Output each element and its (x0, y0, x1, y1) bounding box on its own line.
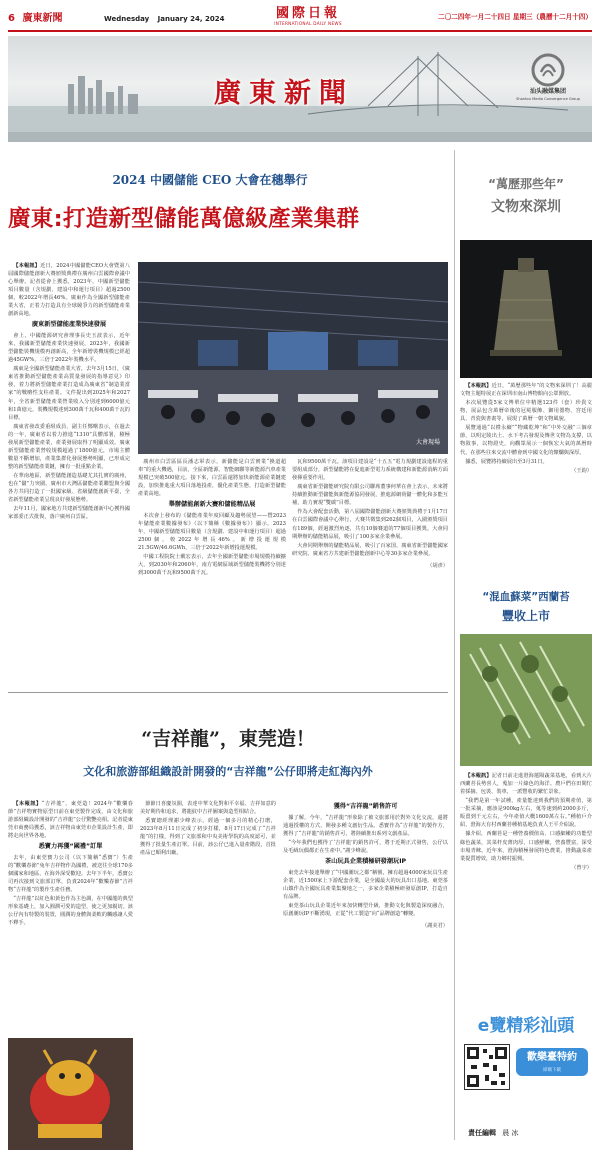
section-banner (8, 36, 592, 142)
partner-logo (516, 52, 580, 101)
feature1-paragraph: 展覽通過“以禮永續”“物藏乾坤”和“中外交融”三個章節，以明定陵出土、水下考古發現及傳世文物為支撐，以物敘事，以物證史，向觀眾展示一個恢宏大氣的萬曆時代，在那些往來交流中體會到中國文化的燦爛與深厚。 (460, 425, 592, 456)
second-paragraph: 東莞茶山玩具企業近年來加快轉型升級，推動文化與製造深度融合，原創潮玩IP不斷湧現，正從“代工製造”向“品牌創造”轉變。 (283, 902, 448, 917)
feature2-title-line1: “混血蘇菜”西蘭苔 (482, 591, 570, 603)
page-section (8, 12, 62, 27)
lead-kicker: 2024 中國儲能 CEO 大會在穗舉行 (112, 173, 308, 187)
vegetable-harvest-image (460, 634, 592, 766)
second-column-3 (283, 800, 448, 1150)
second-headline: “吉祥龍”，東莞造！ (141, 728, 315, 750)
lead-paragraph: 廣東是全國新型儲能產業大省，去年3月15日，《廣東省推動新型儲能產業高質量發展的指導意見》印發，着力將新型儲能產業打造成為廣東省“制造業當家”的戰略性支柱產業。文件提出到2025年和2027年，全省新型儲能產業營業收入分別達到6000億元和1萬億元，裝機規模達到300萬千瓦和400萬千瓦的目標。 (8, 366, 130, 421)
app-promo[interactable] (460, 1014, 592, 1122)
dragon-mascot-image (8, 1038, 133, 1150)
qr-code[interactable] (464, 1044, 510, 1090)
second-paragraph: 悉寶總經理謝少峰表示，經過一個多月的精心打磨，2023年8月11日完成了初步打樣，8月17日完成了“吉祥龍”的打樣，得到了文旅部和中央美術學院的高度認可，並獲得了批量生產訂單。目前，該公仔已進入量產階段，首批產品已順利出廠。 (140, 818, 276, 857)
lead-paragraph: 作為大會配套活動，第八屆國際儲能創新大賽頒獎典禮于1月17日在白雲國際會議中心舉行，大賽共徵集到262個項目，入圍頒獎項目有189個，經過激烈角逐，共有10個賽道的77個項目獲獎。大會同期舉辦的儲能精品展，吸引了100多家企業參展。 (292, 509, 448, 540)
second-column-2 (140, 800, 276, 1150)
second-paragraph: 東莞去年接連舉辦了“中國潮玩之都”稱號，擁有超過4000家玩具生產企業，近1500家上下游配套企業，是全國最大的玩具出口基地。東莞茶山鎮作為全國玩具產業集聚地之一，多家企業積極研發原創IP，打造自有品牌。 (283, 869, 448, 900)
date-en: January 24, 2024 (157, 15, 225, 23)
second-paragraph: 據了解，今年，“吉祥龍”形象除了被文旅部用於對外文化交流，還將通過授權的方式，開發多種文創衍生品。悉寶作為“吉祥龍”的製作方，獲得了“吉祥龍”的銷售許可，將陸續推出系列文創產品。 (283, 814, 448, 837)
partner-logo-icon (530, 52, 566, 88)
second-paragraph: “吉祥龍”以紅色和黃色作為主色調，在中國龍的典型形象基礎上，加入圓潤可愛的造型，使之更加親切。該公仔內有特製的裝置，圓潤的身體與柔軟的觸感讓人愛不釋手。 (8, 896, 133, 927)
lead-paragraph: 廣州市白雲區區長潘志軍表示，新儲能是白雲實業“換道超車”的重大機遇，目前，全區新能源、智能網聯等新能源汽車產業規模已突破500億元。接下來，白雲區還將加快新能源産業鏈建設，加快推進重大項目落地投產，優化產業生態，打造新型儲能產業高地。 (138, 459, 286, 498)
lead-photo (138, 262, 448, 454)
feature1-title (460, 176, 592, 218)
lead-headline: 廣東:打造新型儲能萬億級產業集群 (8, 206, 360, 232)
qr-code-icon (465, 1045, 509, 1089)
paper-name-cn: 國際日報 (275, 6, 340, 21)
banner-title: 廣東新聞 (214, 78, 354, 109)
feature1-title-line2: 文物來深圳 (491, 199, 561, 216)
editor-credit (468, 1128, 518, 1138)
weekday: Wednesday (104, 15, 150, 23)
feature2-paragraph: 據介紹，西蘭苔是一種營養價值高、口感細嫩的功能型綠色蔬菜，其菜杆皮薄肉厚，口感鮮嫩，營養豐富，深受市場青睞。近年來，澄海積極發展特色農業，推動蔬菜產業提質增效，助力鄉村振興。 (460, 831, 592, 862)
masthead-rule (8, 30, 592, 32)
right-column-rule (454, 150, 455, 1140)
masthead-date-en (104, 14, 224, 24)
lead-paragraph: 中國工程院院士戴宏表示，去年全國新型儲能市場規模持續擴大，到2030年和2060年，南方電網區域新型儲能裝機將分別達到3000萬千瓦和9500萬千瓦。 (138, 554, 286, 577)
promo-button-sub: 掃碼下載 (543, 1068, 561, 1073)
feature1-intro: 近日，“萬歷那些年”的文物來深圳了！高麗文物主題特展正在深圳市南山博物館向公眾開放。 (460, 383, 592, 398)
feature2-title-line2: 豐收上市 (501, 609, 550, 624)
bronze-bell-image (460, 240, 592, 378)
lead-paragraph: 去年11月，國家地方共建新型儲能創新中心獲得國家部委正式批復，落户廣州白雲區。 (8, 506, 130, 521)
lead-column-1 (8, 262, 130, 680)
second-subhead-1: 悉寶力再獲“國禮”訂單 (38, 843, 103, 851)
second-deck: 文化和旅游部組織設計開發的“吉祥龍”公仔即將走紅海內外 (83, 765, 373, 778)
second-subhead-2: 獲得“吉祥龍”銷售許可 (333, 803, 398, 810)
lead-paragraph: 廣東省新型儲能研究院有限公司聯席董事何華在會上表示，未來將持續推動新型儲能與新能源協同發展，推進源網荷儲一體化和多能互補，助力實現“雙碳”目標。 (292, 484, 448, 507)
promo-title: e覽精彩汕頭 (477, 1016, 575, 1036)
second-subhead-3: 茶山玩具企業積極研發潮玩IP (324, 857, 407, 865)
feature1-paragraph: 據悉，展覽將持續展出至3月31日。 (465, 458, 548, 465)
lead-paragraph: 在華南地區，新型儲能創造基礎尤其扎實的廣州，也在“儲”力突圍。廣州市大灣區儲能產業聯盟與全國各方共同打造了一批國家級、省級儲能創新平臺，全省新型儲能產業呈現良好發展態勢。 (8, 473, 130, 504)
lead-dateline: 【本報訊】 (13, 263, 41, 269)
feature1-title-line1: “萬歷那些年” (488, 177, 564, 191)
feature1-byline: （王鈞） (571, 467, 592, 474)
lead-paragraph: 瓦和9500萬千瓦。該項目建設是“十五五”電力規劃建設進程的重要組成部分，新型儲能將在促進新型電力系統構建和新能源消納方面發揮重要作用。 (292, 459, 448, 482)
lead-subhead-1: 廣東新型儲能產業快速發展 (31, 321, 107, 329)
feature2-intro: 記者日前走進澄海蓮陽蔬菜基地，看到大片西蘭苔長勢喜人，蒐加一片綠色的海洋。農戶們在田間忙着採摘、包裝、裝車，一派豐收的繁忙景象。 (460, 773, 592, 796)
lead-paragraph: 本次會上發布的《儲能產業年度回顧及趨勢展望——暨2023年儲能產業數據發布》（以下簡稱《數據發布》）顯示，2023年，中國新型儲能項目數量（含規劃、建設中和運行項目）超過2500個，較2022年增長46%。新增投運規模21.5GW/46.6GWh，三倍于2022年新增投運規模。 (138, 512, 286, 552)
lead-paragraph: 廣東省發改委重組成員、副主任鄭曙表示，在過去的一年，廣東省以着力推進“1310”具體部署，積極發展新型儲能產業，產業發展取得了明顯成效。廣東新型儲能產業營收規模超過了1800億元，市場主體數量不斷增加，產業集群化發展態勢明顯，已形成完整的新型儲能產業鏈，擁有一批重點企業。 (8, 423, 130, 471)
lead-photo-caption: 大會現場 (415, 439, 440, 447)
conference-hall-image (138, 262, 448, 454)
divider (8, 692, 448, 693)
second-intro: “吉祥龍”，東莞造！2024年“歡樂春節”吉祥物實物原型日前在東莞製作完成，由文化和旅游部組織設計開發的“吉祥龍”公仔驚艷亮相。記者從東莞市商務局獲悉，該吉祥物由東莞市企業設計生產，即將走向世界各地。 (8, 801, 133, 840)
feature2-body (460, 772, 592, 990)
partner-name-en: Shantou Media Convergence Group (516, 96, 580, 101)
bell-photo (460, 240, 592, 378)
lead-byline: （胡彥） (427, 562, 448, 569)
lead-paragraph: 大會同期舉辦的儲能精品展，吸引了百家国、廣東省新型儲能國家研究院、廣東省方共建新型儲能創新中心等30多家企業參展。 (292, 542, 448, 557)
partner-name: 汕头融媒集团 (529, 88, 566, 95)
feature2-title (460, 590, 592, 626)
paper-name-en: INTERNATIONAL DAILY NEWS (274, 21, 342, 26)
lead-intro: 近日，2024中國儲能CEO大會暨第八屆國際儲能創新大賽頒獎典禮在廣州白雲國際會議中心舉辦。記者從會上獲悉，2023年，中國新型儲能項目數量（含規劃、建設中和運行項目）超過2500個，較2022年增長46%。廣東作為全國新型儲能產業大省，正着力打造具有全球競爭力的新型儲能產業創新高地。 (8, 263, 130, 318)
page-number: 6 (8, 13, 15, 24)
lead-column-3 (292, 458, 448, 680)
dragon-photo (8, 1038, 133, 1150)
feature2-dateline: 【本報訊】 (465, 773, 492, 779)
editor-name: 晨 冰 (502, 1129, 519, 1137)
feature1-body (460, 382, 592, 582)
editor-label: 責任編輯 (468, 1129, 496, 1137)
second-paragraph: 去年，由東莞寶力公司（以下簡稱“悉寶”）生產的“歡樂春節”兔年吉祥物作為國禮，被送往全球170多個國家和地區，在海外深受歡迎。去年下半年，悉寶公司再次接到文旅部訂單，負責2024年“歡樂春節”吉祥物“吉祥龍”的製作生產任務。 (8, 854, 133, 894)
feature1-paragraph: 本次展覽從5家文博單位中精選123件（套）珍貴文物，展品包含萬曆帝後的冠冕服飾、御用器物、宮廷用具、青瓷與書畫等，展現了萬曆一朝文物風貌。 (460, 400, 592, 423)
paper-logo (258, 6, 358, 27)
vegetable-photo (460, 634, 592, 766)
promo-download-button[interactable] (516, 1048, 588, 1076)
second-paragraph: “今年我們也獲得了‘吉祥龍’的銷售許可，將于近期正式發售，公仔以及毛絨玩偶都正在生產中。”謝少峰說。 (283, 839, 448, 854)
masthead (8, 6, 592, 32)
lead-column-2 (138, 458, 286, 680)
second-dateline: 【本報訊】 (13, 801, 42, 807)
feature2-byline: （曾宇） (571, 864, 592, 871)
lead-paragraph: 會上，中國能源研究會理事長史玉波表示，近年來，我國新型儲能產業快速發展，2023年，我國新型儲能裝機規模再創新高，全年新增裝機規模已經超過45GW%，三倍于2022年裝機水平。 (8, 333, 130, 364)
feature2-paragraph: “我們是第一年試種，產量能達到我們的預期產值，第一批采摘，應該是900kg左右，蒐等速到約2000多斤，販賣到千元左右，今年產值大概1600萬左右。”種植戶介紹，澄海大有村西蘭苔種植基地負責人王平介紹說。 (460, 798, 592, 829)
lead-subhead-2: 舉辦儲能創新大賽和儲能精品展 (168, 501, 256, 509)
masthead-date-cn: 二〇二四年一月二十四日 星期三（農曆十二月十四） (438, 13, 592, 21)
second-byline: （謝美君） (422, 922, 448, 929)
promo-button-label: 歡樂臺特約 (527, 1052, 577, 1063)
section-name: 廣東新聞 (22, 13, 63, 24)
second-paragraph: 節節日喜慶氛圍，表達中華文化對和平幸福、吉祥如意的美好期待和追求，將龍紋中吉祥圖案與造型相結合。 (140, 801, 276, 816)
feature1-dateline: 【本報訊】 (465, 383, 492, 389)
